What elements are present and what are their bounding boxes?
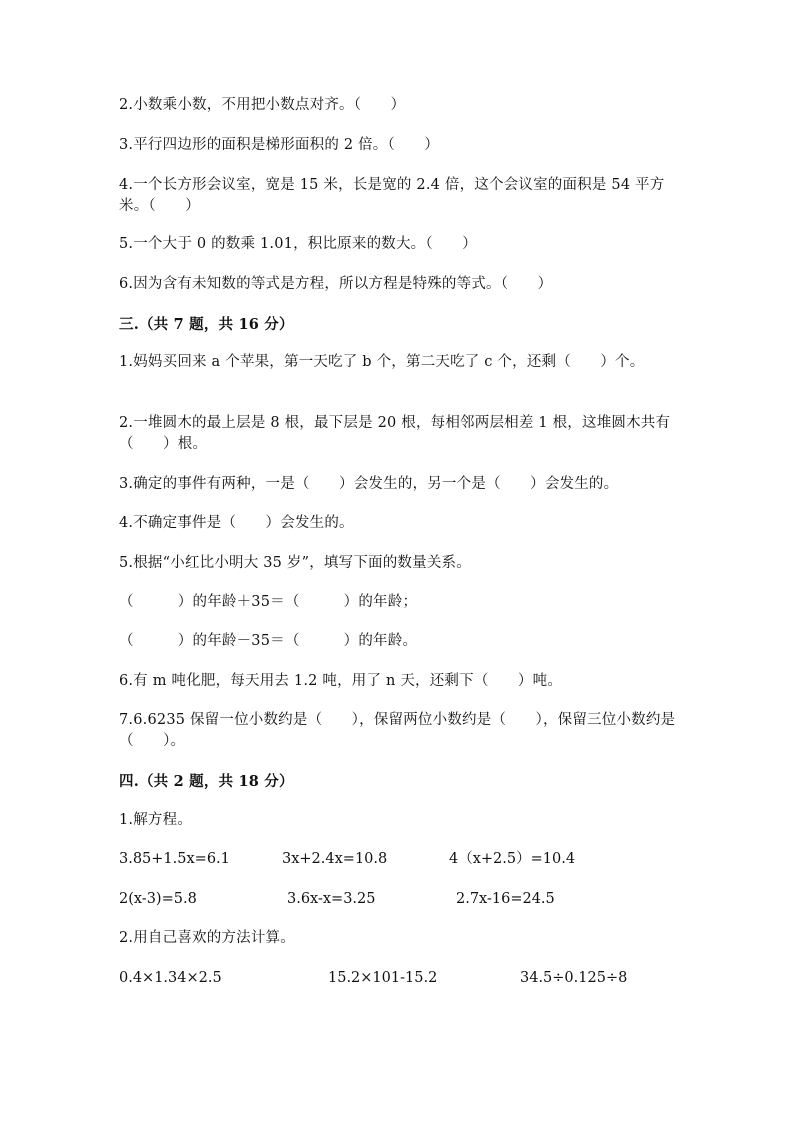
question-2-6: 6.因为含有未知数的等式是方程，所以方程是特殊的等式。（ ）	[119, 276, 553, 292]
question-3-4: 4.不确定事件是（ ）会发生的。	[119, 515, 354, 531]
question-2-4: 4.一个长方形会议室，宽是 15 米，长是宽的 2.4 倍，这个会议室的面积是 54 平方米。（ ）	[119, 177, 665, 214]
question-2-3: 3.平行四边形的面积是梯形面积的 2 倍。（ ）	[119, 137, 440, 153]
question-3-7: 7.6.6235 保留一位小数约是（ ），保留两位小数约是（ ），保留三位小数约是（ ）。	[119, 712, 676, 749]
question-2-5: 5.一个大于 0 的数乘 1.01，积比原来的数大。（ ）	[119, 236, 477, 252]
question-4-1: 1.解方程。	[119, 812, 193, 828]
question-3-5: 5.根据“小红比小明大 35 岁”，填写下面的数量关系。	[119, 555, 471, 571]
equation-6: 2.7x-16=24.5	[456, 891, 555, 907]
calculation-2: 15.2×101-15.2	[328, 970, 438, 986]
calculation-1: 0.4×1.34×2.5	[119, 970, 222, 986]
question-3-5-relation-2: （ ）的年龄－35＝（ ）的年龄。	[119, 633, 418, 649]
question-3-6: 6.有 m 吨化肥，每天用去 1.2 吨，用了 n 天，还剩下（ ）吨。	[119, 673, 563, 689]
equation-3: 4（x+2.5）=10.4	[449, 851, 576, 867]
question-3-3: 3.确定的事件有两种，一是（ ）会发生的，另一个是（ ）会发生的。	[119, 476, 619, 492]
equation-2: 3x+2.4x=10.8	[282, 851, 388, 867]
question-3-5-relation-1: （ ）的年龄＋35＝（ ）的年龄；	[119, 594, 418, 610]
equation-1: 3.85+1.5x=6.1	[119, 851, 230, 867]
section-4-heading: 四.（共 2 题，共 18 分）	[119, 773, 294, 790]
equation-5: 3.6x-x=3.25	[287, 891, 376, 907]
question-3-2: 2.一堆圆木的最上层是 8 根，最下层是 20 根，每相邻两层相差 1 根，这堆圆木共有（ ）根。	[119, 415, 671, 452]
equation-4: 2(x-3)=5.8	[119, 891, 197, 907]
question-4-2: 2.用自己喜欢的方法计算。	[119, 930, 295, 946]
section-3-heading: 三.（共 7 题，共 16 分）	[119, 316, 294, 333]
question-2-2: 2.小数乘小数，不用把小数点对齐。（ ）	[119, 97, 406, 113]
calculation-3: 34.5÷0.125÷8	[520, 970, 628, 986]
question-3-1: 1.妈妈买回来 a 个苹果，第一天吃了 b 个，第二天吃了 c 个，还剩（ ）个。	[119, 354, 645, 370]
